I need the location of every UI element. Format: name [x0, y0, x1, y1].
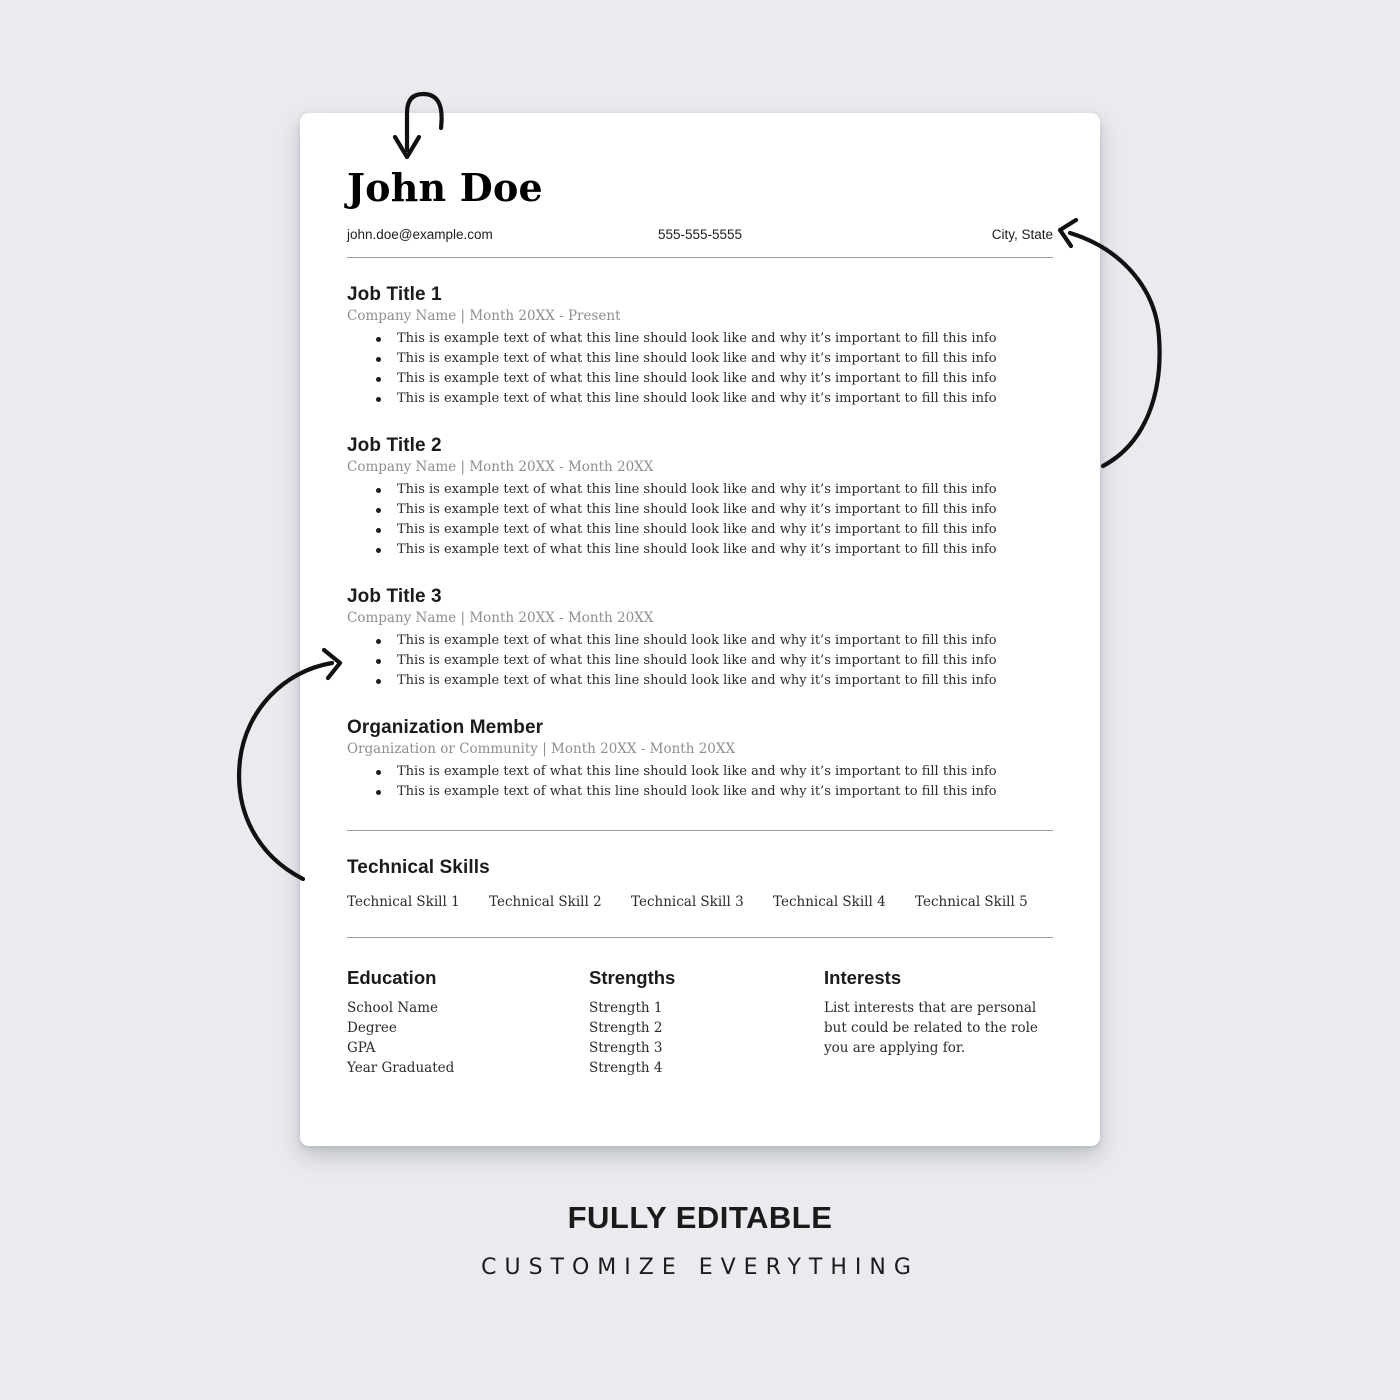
job-bullets [347, 329, 1053, 409]
job-title: Job Title 2 [347, 435, 442, 456]
education-item: Degree [347, 1020, 397, 1036]
bullet-item: This is example text of what this line should look like and why it’s important to fill this info [347, 329, 1053, 349]
interests-column [824, 966, 1053, 1078]
contact-location: City, State [991, 227, 1053, 242]
bullet-item: This is example text of what this line should look like and why it’s important to fill this info [347, 671, 1053, 691]
resume-page [300, 113, 1100, 1146]
job-title: Job Title 1 [347, 284, 442, 305]
experience-section-3 [347, 586, 1053, 691]
organization-bullets [347, 762, 1053, 802]
skill-item: Technical Skill 2 [489, 894, 602, 910]
education-item: School Name [347, 1000, 439, 1016]
bullet-item: This is example text of what this line should look like and why it’s important to fill this info [347, 631, 1053, 651]
skills-bottom-divider [347, 937, 1053, 938]
bullet-item: This is example text of what this line should look like and why it’s important to fill this info [347, 500, 1053, 520]
organization-section [347, 717, 1053, 802]
job-bullets [347, 631, 1053, 691]
bullet-item: This is example text of what this line should look like and why it’s important to fill this info [347, 651, 1053, 671]
skill-item: Technical Skill 3 [631, 894, 744, 910]
skill-item: Technical Skill 1 [347, 894, 460, 910]
strength-item: Strength 1 [589, 1000, 663, 1016]
job-meta: Company Name | Month 20XX - Month 20XX [347, 610, 654, 626]
job-title: Job Title 3 [347, 586, 442, 607]
bullet-item: This is example text of what this line should look like and why it’s important to fill this info [347, 480, 1053, 500]
education-list [347, 998, 589, 1078]
skills-top-divider [347, 830, 1053, 831]
bullet-item: This is example text of what this line should look like and why it’s important to fill this info [347, 762, 1053, 782]
strength-item: Strength 4 [589, 1060, 663, 1076]
promo-subtitle: CUSTOMIZE EVERYTHING [481, 1255, 919, 1280]
job-meta: Company Name | Month 20XX - Month 20XX [347, 459, 654, 475]
technical-skills-row [347, 893, 1053, 911]
bottom-columns [347, 966, 1053, 1078]
promo-title: FULLY EDITABLE [567, 1200, 833, 1235]
experience-section-1 [347, 284, 1053, 409]
strengths-list [589, 998, 824, 1078]
job-bullets [347, 480, 1053, 560]
bullet-item: This is example text of what this line should look like and why it’s important to fill this info [347, 540, 1053, 560]
bullet-item: This is example text of what this line should look like and why it’s important to fill this info [347, 520, 1053, 540]
skill-item: Technical Skill 4 [773, 894, 886, 910]
bullet-item: This is example text of what this line should look like and why it’s important to fill this info [347, 369, 1053, 389]
promo-footer [0, 1200, 1400, 1283]
organization-meta: Organization or Community | Month 20XX - Month 20XX [347, 741, 736, 757]
header-divider [347, 257, 1053, 258]
technical-skills-heading: Technical Skills [347, 857, 490, 878]
education-column [347, 966, 589, 1078]
contact-row [347, 227, 1053, 242]
resume-name: John Doe [347, 165, 543, 210]
interests-heading: Interests [824, 967, 902, 988]
strengths-heading: Strengths [589, 967, 676, 988]
job-meta: Company Name | Month 20XX - Present [347, 308, 621, 324]
bullet-item: This is example text of what this line should look like and why it’s important to fill this info [347, 389, 1053, 409]
education-item: GPA [347, 1040, 376, 1056]
strength-item: Strength 2 [589, 1020, 663, 1036]
bullet-item: This is example text of what this line should look like and why it’s important to fill this info [347, 782, 1053, 802]
education-item: Year Graduated [347, 1060, 455, 1076]
experience-section-2 [347, 435, 1053, 560]
skill-item: Technical Skill 5 [915, 894, 1028, 910]
education-heading: Education [347, 967, 437, 988]
bullet-item: This is example text of what this line should look like and why it’s important to fill this info [347, 349, 1053, 369]
interests-text: List interests that are personal but could be related to the role you are applying for. [824, 1000, 1038, 1056]
strength-item: Strength 3 [589, 1040, 663, 1056]
contact-phone: 555-555-5555 [657, 227, 743, 242]
contact-email: john.doe@example.com [347, 227, 493, 242]
organization-title: Organization Member [347, 717, 544, 738]
strengths-column [589, 966, 824, 1078]
